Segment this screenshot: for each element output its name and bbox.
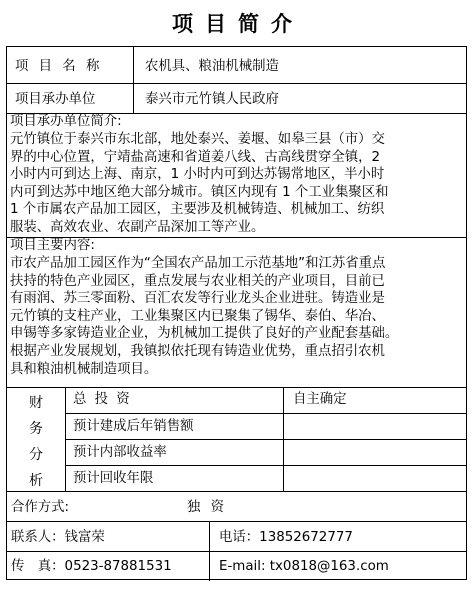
unit-intro-line: 元竹镇位于泰兴市东北部，地处泰兴、姜堰、如皋三县（市）交	[10, 132, 385, 147]
unit-intro-text	[10, 131, 466, 237]
payback-label: 预计回收年限	[73, 471, 154, 486]
col-divider	[133, 47, 134, 113]
organizer-label: 项目承办单位	[15, 92, 96, 107]
row-divider	[65, 465, 466, 466]
col-divider	[283, 387, 284, 491]
organizer-value: 泰兴市元竹镇人民政府	[145, 92, 279, 107]
contact-person: 联系人：钱富荣	[11, 530, 105, 545]
unit-intro-line: 内可到达苏中地区绝大部分城市。镇区内现有 1 个工业集聚区和	[10, 184, 389, 200]
col-divider	[209, 521, 210, 581]
content-label: 项目主要内容:	[10, 238, 95, 253]
unit-intro-line: 1 个市属农产品加工园区，主要涉及机械铸造、机械加工、纺织	[10, 202, 385, 218]
finance-side-char: 财	[29, 395, 43, 411]
finance-side-char: 务	[29, 421, 43, 437]
page-title: 项目简介	[172, 11, 304, 36]
total-investment-label: 总 投 资	[73, 392, 132, 407]
row-divider	[65, 439, 466, 440]
row-divider	[7, 551, 466, 552]
row-divider	[65, 413, 466, 414]
unit-intro-label: 项目承办单位简介:	[10, 114, 122, 129]
content-line: 有雨润、苏三零面粉、百汇农发等行业龙头企业进驻。铸造业是	[10, 291, 385, 307]
content-line: 具和粮油机械制造项目。	[10, 361, 158, 377]
content-line: 市农产品加工园区作为“全国农产品加工示范基地”和江苏省重点	[10, 256, 386, 271]
content-line: 申锡等多家铸造业企业，为机械加工提供了良好的产业配套基础。	[10, 326, 399, 342]
content-text	[10, 255, 466, 378]
cooperation-label: 合作方式:	[11, 500, 70, 515]
content-line: 元竹镇的支柱产业，工业集聚区内已聚集了锡华、泰伯、华冶、	[10, 308, 385, 324]
unit-intro-line: 界的中心位置，宁靖盐高速和省道姜八线、古高线贯穿全镇，2	[10, 149, 381, 165]
project-name-label: 项 目 名 称	[15, 59, 103, 74]
finance-side-char: 析	[29, 473, 43, 489]
finance-side-char: 分	[29, 447, 43, 463]
email-address: E-mail: tx0818@163.com	[219, 559, 389, 574]
unit-intro-line: 小时内可到达上海、南京，1 小时内可到达苏锡常地区，半小时	[10, 167, 385, 183]
row-divider	[7, 491, 466, 492]
cooperation-value: 独 资	[187, 500, 228, 515]
row-divider	[7, 521, 466, 522]
project-table	[6, 46, 467, 580]
contact-phone: 电话：13852672777	[219, 530, 353, 545]
row-divider	[7, 83, 466, 84]
content-line: 扶持的特色产业园区，重点发展与农业相关的产业项目，目前已	[10, 273, 385, 289]
total-investment-value: 自主确定	[293, 392, 347, 407]
col-divider	[65, 387, 66, 491]
content-line: 根据产业发展规划，我镇拟依托现有铸造业优势，重点招引农机	[10, 343, 385, 359]
irr-label: 预计内部收益率	[73, 445, 167, 460]
project-name-value: 农机具、粮油机械制造	[145, 59, 279, 74]
row-divider	[7, 387, 466, 388]
unit-intro-line: 服装、高效农业、农副产品深加工等产业。	[10, 219, 265, 235]
fax-number: 传 真：0523-87881531	[11, 559, 172, 574]
annual-sales-label: 预计建成后年销售额	[73, 419, 194, 434]
